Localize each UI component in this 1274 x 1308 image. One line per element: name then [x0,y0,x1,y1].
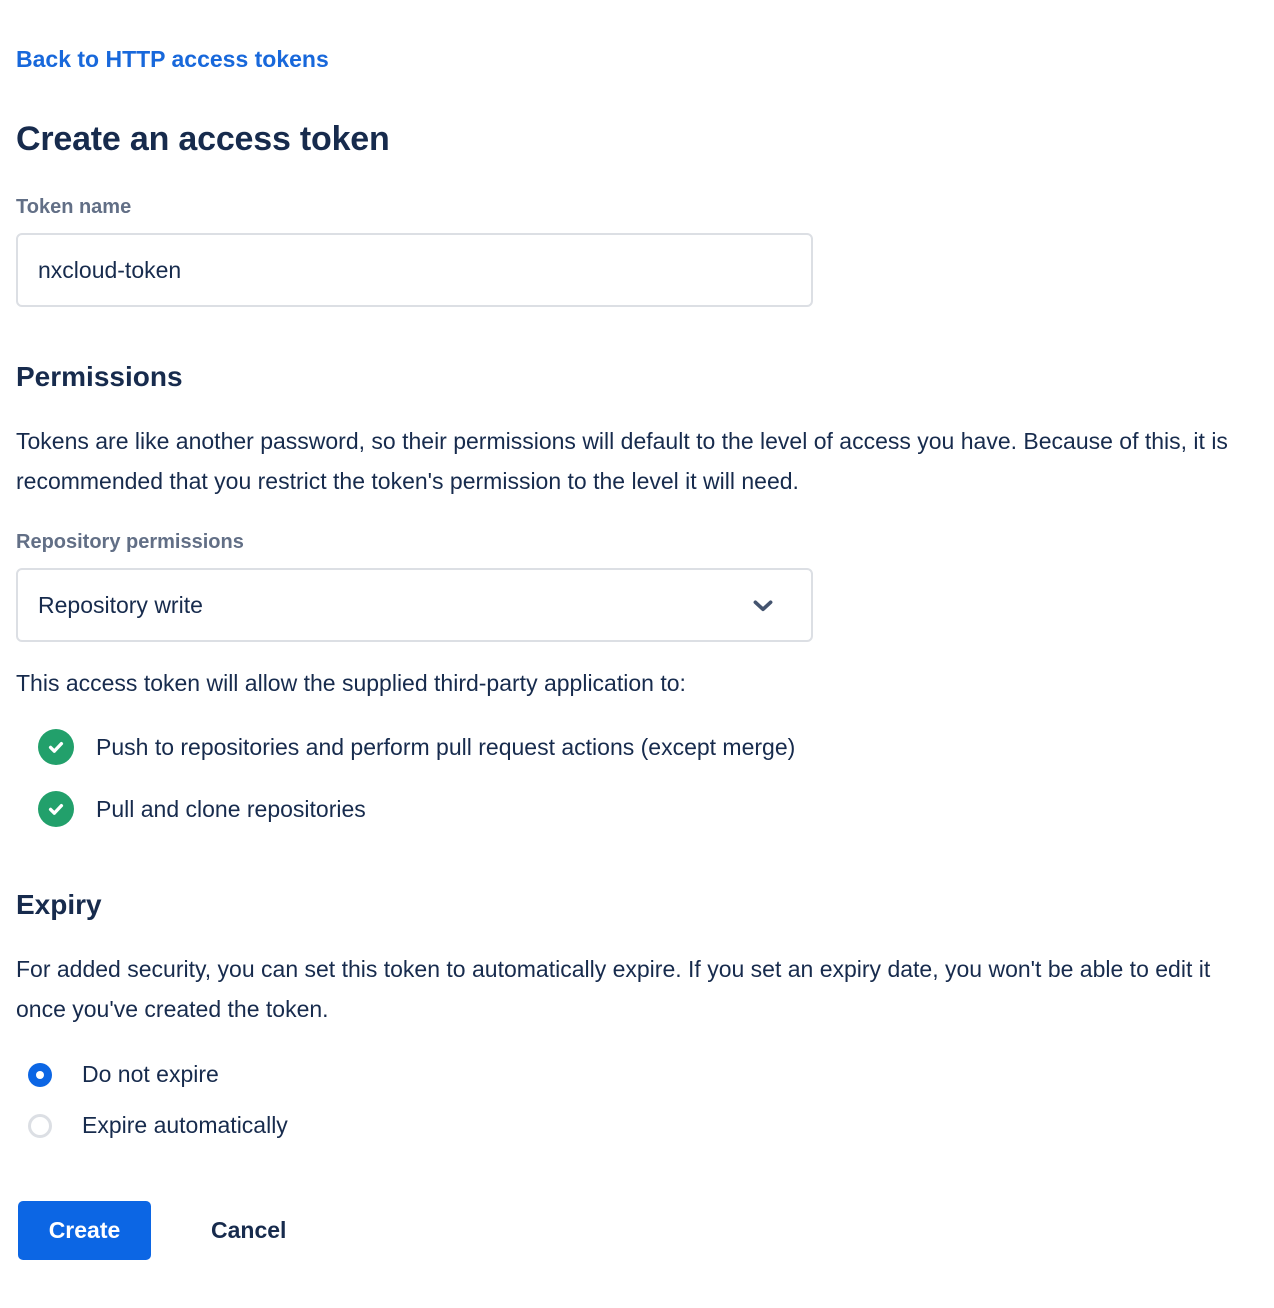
back-to-http-access-tokens-link[interactable]: Back to HTTP access tokens [16,46,329,72]
repository-permissions-select[interactable] [16,568,813,642]
expiry-description: For added security, you can set this token to automatically expire. If you set an expiry date, you won't be able to edit it once you've created the token. [16,956,1211,1022]
capability-list [16,729,1258,827]
form-actions [16,1201,1258,1260]
capability-row [38,791,1258,827]
repository-permissions-label: Repository permissions [16,531,244,553]
allow-intro-text: This access token will allow the supplied third-party application to: [16,670,686,696]
check-icon [38,729,74,765]
expiry-heading: Expiry [16,889,102,920]
radio-label: Do not expire [82,1061,219,1087]
repository-permissions-selected-value: Repository write [38,591,203,618]
token-name-label: Token name [16,196,132,218]
cancel-button[interactable]: Cancel [193,1207,304,1254]
capability-text: Push to repositories and perform pull request actions (except merge) [96,733,796,760]
permissions-heading: Permissions [16,361,183,392]
radio-option-expire-automatically[interactable] [28,1112,1258,1139]
chevron-down-icon [749,591,777,619]
radio-selected-icon[interactable] [28,1063,52,1087]
radio-label: Expire automatically [82,1112,288,1138]
token-name-input[interactable] [16,233,813,307]
permissions-description: Tokens are like another password, so their permissions will default to the level of access you have. Because of this, it is recommended that you restrict the token's permission to the level it will need. [16,428,1228,494]
capability-row [38,729,1258,765]
expiry-radio-group [16,1061,1258,1139]
radio-unselected-icon[interactable] [28,1114,52,1138]
radio-option-do-not-expire[interactable] [28,1061,1258,1088]
create-button[interactable]: Create [18,1201,151,1260]
capability-text: Pull and clone repositories [96,795,366,822]
page-title: Create an access token [16,120,390,158]
check-icon [38,791,74,827]
